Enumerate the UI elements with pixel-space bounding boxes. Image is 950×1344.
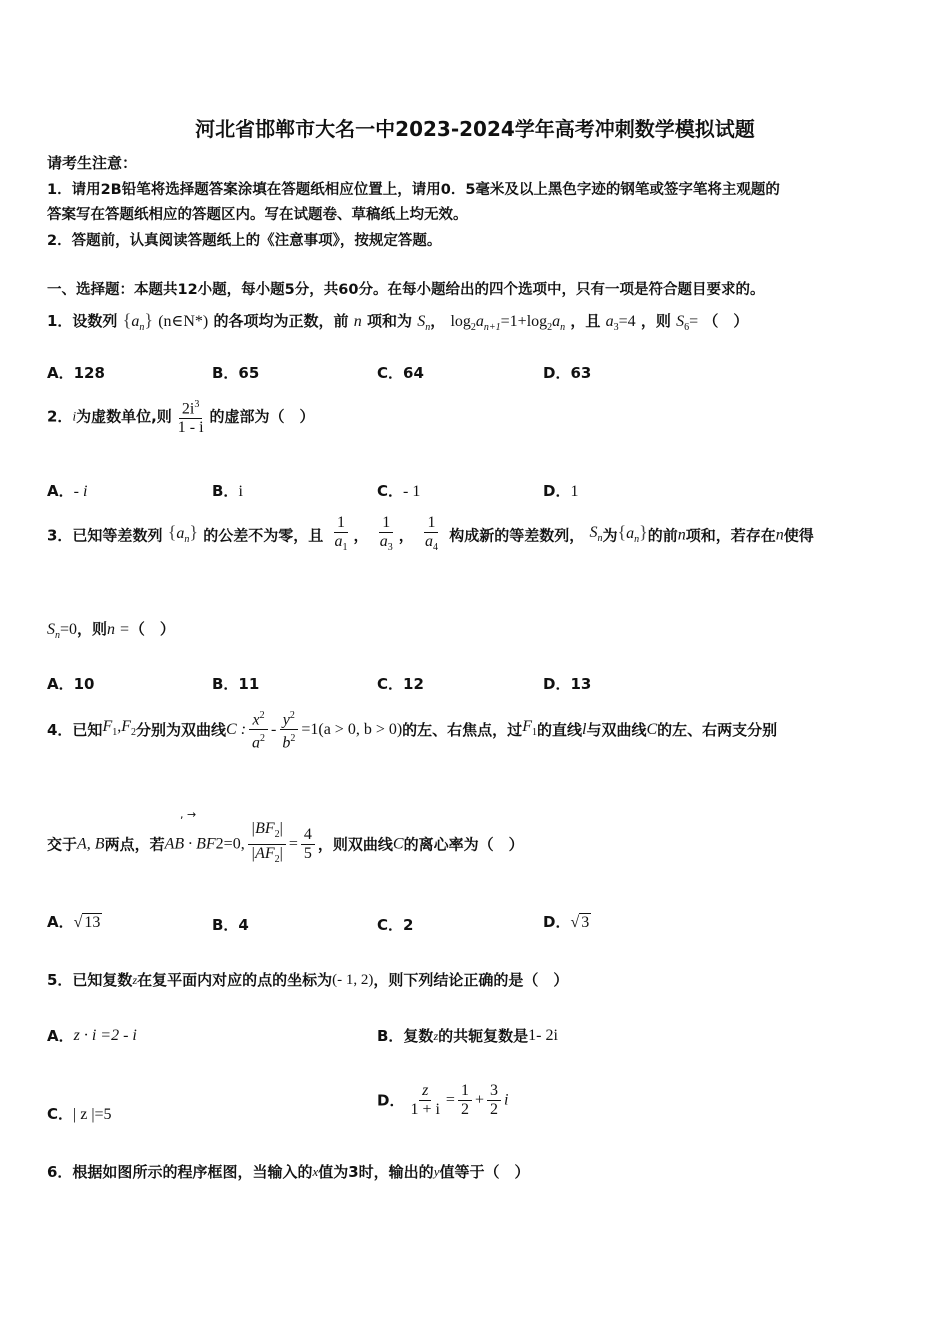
question-3-stem: 3．已知等差数列 $\{a_n\}$ 的公差不为零，且 $\frac{1}{a_1}$ ， $\frac{1}{a_3}$ ， $\frac{1}{a_4}$ 构成新的等差数列， $S_n$为$\{a_n\}$的前n项和，若存在n使得 (47, 514, 814, 554)
q2-option-a[interactable]: A．- i (47, 482, 88, 500)
q1-option-a[interactable]: A．128 (47, 364, 105, 382)
question-4-line-2: 交于A, B两点，若AB · BF2=0, $\frac{|BF_2|}{|AF_2|}$ = $\frac{4}{5}$ ，则双曲线C的离心率为（ ） (47, 820, 524, 866)
q3-option-d[interactable]: D．13 (543, 675, 592, 693)
q1-option-c[interactable]: C．64 (377, 364, 424, 382)
q1-option-d[interactable]: D．63 (543, 364, 592, 382)
notice-item-1b: 答案写在答题纸相应的答题区内。写在试题卷、草稿纸上均无效。 (47, 207, 468, 223)
q3-option-c[interactable]: C．12 (377, 675, 424, 693)
q4-option-d[interactable]: D．√ 3 (543, 913, 590, 931)
q3-option-a[interactable]: A．10 (47, 675, 95, 693)
q4-option-b[interactable]: B．4 (212, 916, 249, 934)
question-3-line-2: $S_n=0$，则n =（ ） (47, 620, 175, 642)
q2-option-b[interactable]: B．i (212, 482, 243, 500)
q1-option-b[interactable]: B．65 (212, 364, 260, 382)
question-2-stem: 2．i为虚数单位,则 $\frac{2i^3}{1 - i}$ 的虚部为（ ） (47, 396, 315, 437)
q4-option-c[interactable]: C．2 (377, 916, 414, 934)
question-6-stem: 6．根据如图所示的程序框图，当输入的x值为3时，输出的y值等于（ ） (47, 1163, 530, 1181)
question-1-stem: 1．设数列 $\{a_n\}$ (n∈N*) 的各项均为正数，前 n 项和为 $S_n$， $\log_2a_{n+1}=1+\log_2a_n$ ，且 $a_3=4$ ，则 $S_6=$ （ ） (47, 310, 749, 334)
page-title: 河北省邯郸市大名一中2023-2024学年高考冲刺数学模拟试题 (195, 117, 755, 141)
q5-option-b[interactable]: B．复数$^z$的共轭复数是1- 2i (377, 1027, 558, 1045)
question-4-stem: 4．已知$F_1,F_2$分别为双曲线C : $\frac{x^2}{a^2}$ - $\frac{y^2}{b^2}$ =1(a > 0, b > 0)的左、右焦点，过$F_1$的直线l与双曲线C的左、右两支分别 (47, 707, 777, 753)
q5-option-c[interactable]: C．| z |=5 (47, 1105, 112, 1123)
q5-option-d[interactable]: D． $\frac{z}{1 + i}$ = $\frac{1}{2}$ + $\frac{3}{2}$ i (377, 1082, 509, 1118)
q2-option-d[interactable]: D．1 (543, 482, 579, 500)
section-heading: 一、选择题：本题共12小题，每小题5分，共60分。在每小题给出的四个选项中，只有一项是符合题目要求的。 (47, 282, 765, 298)
q4-option-a[interactable]: A．√ 13 (47, 913, 101, 931)
q5-option-a[interactable]: A．z · i =2 - i (47, 1027, 137, 1045)
question-5-stem: 5．已知复数$^z$在复平面内对应的点的坐标为(- 1, 2)，则下列结论正确的是（ ） (47, 971, 569, 989)
q3-option-b[interactable]: B．11 (212, 675, 260, 693)
q2-option-c[interactable]: C．- 1 (377, 482, 421, 500)
vector-arrows: , → (180, 808, 197, 821)
notice-heading: 请考生注意： (47, 154, 138, 172)
notice-item-2: 2．答题前，认真阅读答题纸上的《注意事项》，按规定答题。 (47, 233, 442, 249)
notice-item-1a: 1．请用2B铅笔将选择题答案涂填在答题纸相应位置上，请用0．5毫米及以上黑色字迹的钢笔或签字笔将主观题的 (47, 182, 780, 198)
